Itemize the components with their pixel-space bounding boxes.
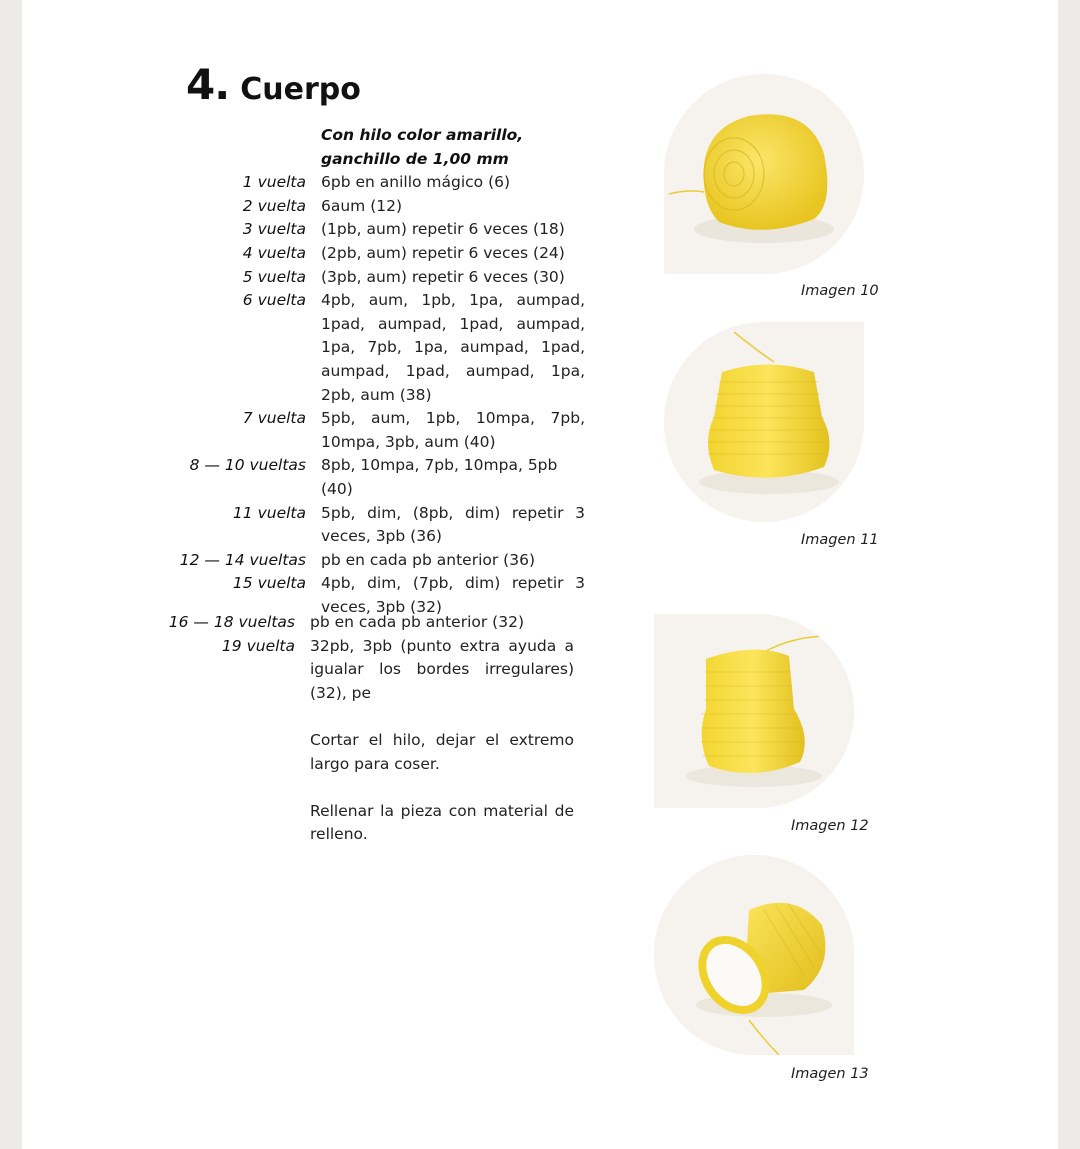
row-text: (1pb, aum) repetir 6 veces (18) (321, 220, 565, 239)
row-text: pb en cada pb anterior (32) (310, 613, 524, 631)
pattern-row (242, 171, 585, 195)
image-caption: Imagen 12 (791, 818, 869, 834)
row-label: 12 — 14 vueltas (179, 550, 306, 569)
section-number: 4. (186, 60, 230, 109)
row-text: 4pb, aum, 1pb, 1pa, aumpad, 1pad, aumpad, 1pad, aumpad, 1pa, 7pb, 1pa, aumpad, 1pad, aumpad, 1pad, aumpad, 1pa, 2pb, aum (38) (321, 291, 585, 404)
pattern-row (242, 195, 585, 219)
row-label: 7 vuelta (242, 409, 306, 428)
image-caption: Imagen 11 (801, 532, 879, 548)
pattern-row (242, 218, 585, 242)
row-text: 4pb, dim, (7pb, dim) repetir 3 veces, 3pb (32) (321, 574, 585, 616)
note-paragraph: Rellenar la pieza con material de relleno. (310, 801, 574, 844)
row-label: 3 vuelta (242, 220, 306, 239)
section-title: Cuerpo (240, 72, 361, 107)
row-label: 19 vuelta (221, 636, 295, 655)
image-caption: Imagen 10 (801, 283, 879, 299)
row-text: 32pb, 3pb (punto extra ayuda a igualar los bordes irregulares) (32), pe (310, 636, 574, 702)
row-label: 1 vuelta (242, 173, 306, 192)
row-label: 5 vuelta (242, 267, 306, 286)
block-intro: Con hilo color amarillo, ganchillo de 1,00 mm (321, 126, 524, 168)
row-label: 8 — 10 vueltas (189, 456, 306, 475)
pattern-block-b (168, 611, 574, 847)
row-text: (3pb, aum) repetir 6 veces (30) (321, 267, 565, 286)
photo-crochet-body-top (654, 614, 854, 808)
row-text: 6aum (12) (321, 196, 403, 215)
pattern-row (189, 454, 585, 501)
photo-crochet-body-open (654, 855, 854, 1055)
row-text: 5pb, aum, 1pb, 10mpa, 7pb, 10mpa, 3pb, aum (40) (321, 409, 585, 451)
pattern-row (221, 635, 574, 706)
row-label: 6 vuelta (242, 291, 306, 310)
pattern-block-a (179, 124, 585, 619)
pattern-row (242, 407, 585, 454)
row-text: 8pb, 10mpa, 7pb, 10mpa, 5pb (40) (321, 456, 558, 498)
image-caption: Imagen 13 (791, 1066, 869, 1082)
note-paragraph: Cortar el hilo, dejar el extremo largo para coser. (310, 730, 574, 773)
pattern-row (179, 549, 585, 573)
row-label: 16 — 18 vueltas (168, 613, 295, 631)
photo-crochet-body-base (664, 74, 864, 274)
pattern-row (242, 289, 585, 407)
row-label: 11 vuelta (232, 503, 306, 522)
pattern-row (242, 266, 585, 290)
row-text: 5pb, dim, (8pb, dim) repetir 3 veces, 3pb (36) (321, 503, 585, 546)
row-text: 6pb en anillo mágico (6) (321, 173, 511, 192)
row-label: 4 vuelta (242, 243, 306, 262)
pattern-row (232, 502, 585, 549)
photo-crochet-body-side (664, 322, 864, 522)
row-label: 2 vuelta (242, 196, 306, 215)
row-label: 15 vuelta (232, 574, 306, 593)
row-text: (2pb, aum) repetir 6 veces (24) (321, 243, 565, 262)
row-text: pb en cada pb anterior (36) (321, 550, 535, 569)
pattern-row (242, 242, 585, 266)
section-heading (186, 60, 361, 109)
pattern-row (168, 611, 574, 635)
